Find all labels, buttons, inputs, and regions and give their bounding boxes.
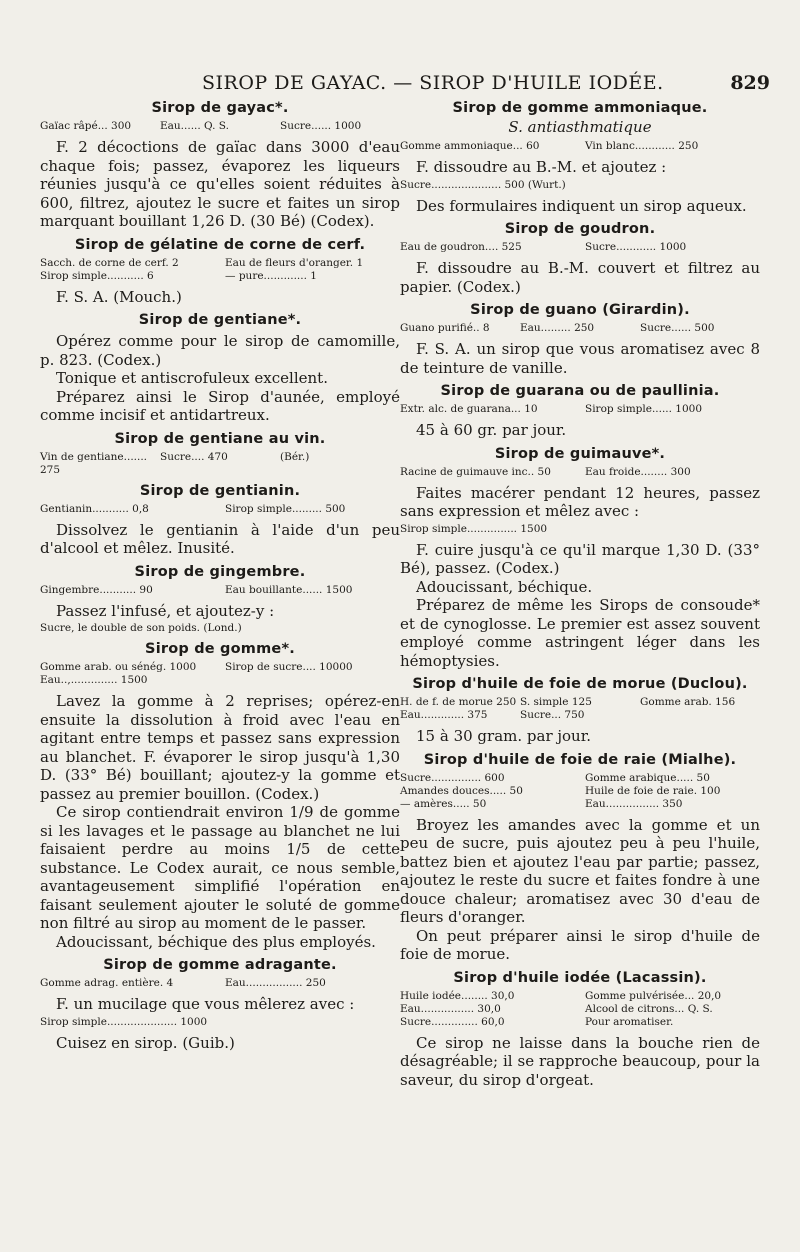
paragraph: F. dissoudre au B.-M. couvert et filtrez au papier. (Codex.)	[400, 259, 760, 296]
recipe-entry	[400, 752, 760, 964]
recipe-title: Sirop de guimauve*.	[494, 445, 666, 462]
ingredient-cell: Gomme arab. ou sénég. 1000	[40, 661, 197, 673]
ingredients-list	[40, 977, 400, 990]
ingredient-row	[400, 403, 760, 416]
ingredient-cell: Eau................ 350	[585, 797, 683, 810]
ingredient-cell: Eau..,.............. 1500	[40, 674, 148, 686]
recipe-title: Sirop de gentiane*.	[138, 312, 302, 328]
ingredient-cell: — amères..... 50	[400, 797, 487, 810]
recipe-title: Sirop d'huile iodée (Lacassin).	[453, 969, 707, 986]
recipe-title: Sirop de gomme*.	[145, 641, 295, 657]
ingredient-row	[40, 977, 400, 990]
ingredient-cell: Eau...... Q. S.	[160, 120, 229, 132]
ingredient-cell: Huile iodée........ 30,0	[400, 989, 515, 1002]
ingredient-cell: Sucre...... 1000	[280, 120, 362, 132]
ingredient-row	[40, 503, 400, 516]
recipe-subtitle: S. antiasthmatique	[508, 118, 652, 136]
ingredients-list	[40, 120, 400, 133]
ingredients-list	[400, 990, 760, 1029]
ingredient-row	[40, 674, 400, 687]
recipe-entry	[400, 302, 760, 377]
ingredient-cell: Eau froide........ 300	[585, 465, 691, 478]
recipe-title: Sirop de gayac*.	[151, 100, 289, 116]
ingredient-cell: Eau............. 375	[400, 709, 488, 721]
ingredients-list	[40, 584, 400, 597]
recipe-entry	[40, 237, 400, 307]
recipe-entry	[400, 676, 760, 746]
ingredient-cell: Extr. alc. de guarana... 10	[400, 403, 538, 415]
paragraph: Passez l'infusé, et ajoutez-y :	[56, 601, 275, 620]
ingredient-cell: Eau de goudron.... 525	[400, 241, 522, 253]
ingredients-list	[400, 140, 760, 153]
paragraph: F. dissoudre au B.-M. et ajoutez :	[416, 158, 667, 176]
recipe-entry	[40, 564, 400, 636]
paragraph: F. S. A. un sirop que vous aromatisez avec 8 de teinture de vanille.	[400, 340, 760, 377]
paragraph: Tonique et antiscrofuleux excellent.	[56, 369, 328, 387]
recipe-title: Sirop de gomme adragante.	[103, 957, 337, 973]
ingredient-line: Sirop simple............... 1500	[400, 522, 548, 535]
ingredient-row	[400, 785, 760, 798]
ingredients-list	[400, 403, 760, 416]
ingredients-list	[400, 466, 760, 479]
ingredients-list	[40, 503, 400, 516]
ingredient-cell: Vin de gentiane....... 275	[40, 450, 148, 476]
ingredient-cell: Sacch. de corne de cerf. 2	[40, 256, 179, 269]
ingredient-cell: Huile de foie de raie. 100	[585, 784, 721, 797]
ingredient-cell: Sirop simple...... 1000	[585, 403, 703, 415]
paragraph: Dissolvez le gentianin à l'aide d'un peu d'alcool et mêlez. Inusité.	[40, 520, 400, 557]
recipe-entry	[40, 431, 400, 477]
ingredient-cell: Gentianin........... 0,8	[40, 502, 149, 515]
ingredient-row	[40, 451, 400, 477]
recipe-title: Sirop de guarana ou de paullinia.	[440, 383, 720, 399]
ingredient-cell: Vin blanc............ 250	[585, 140, 699, 152]
ingredient-row	[40, 270, 400, 283]
ingredient-cell: Eau......... 250	[520, 322, 595, 334]
ingredient-cell	[225, 674, 400, 687]
recipe-title: Sirop de gomme ammoniaque.	[452, 100, 708, 116]
ingredient-line: Sirop simple..................... 1000	[40, 1015, 208, 1028]
recipe-title: Sirop de gingembre.	[134, 563, 306, 580]
ingredient-cell: Eau................. 250	[225, 977, 326, 989]
paragraph: Adoucissant, béchique.	[416, 577, 593, 596]
paragraph: F. un mucilage que vous mêlerez avec :	[56, 995, 355, 1013]
recipe-entry	[40, 957, 400, 1052]
ingredient-cell: Gomme pulvérisée... 20,0	[585, 989, 722, 1002]
left-column	[40, 100, 400, 1058]
paragraph: On peut préparer ainsi le sirop d'huile de foie de morue.	[400, 926, 760, 963]
paragraph: Ce sirop contiendrait environ 1/9 de gomme si les lavages et le passage au blanchet ne lui faisaient perdre au moins 1/5 de cette substance. Le Codex aurait, ce nous semble, avantageusement simplifié l'opération en faisant seulement ajouter le soluté de gomme non filtré au sirop au moment de le passer.	[40, 803, 400, 932]
ingredient-row	[400, 990, 760, 1003]
ingredient-cell: Sirop de sucre.... 10000	[225, 661, 353, 673]
ingredient-cell: Sirop simple........... 6	[40, 269, 154, 282]
paragraph: Broyez les amandes avec la gomme et un peu de sucre, puis ajoutez peu à peu l'huile, battez bien et ajoutez l'eau par partie; passez, ajoutez le reste du sucre et faites fondre à une douce chaleur; aromatisez avec 30 d'eau de fleurs d'oranger.	[400, 815, 760, 926]
ingredient-cell: — pure............. 1	[225, 269, 317, 282]
ingredient-cell: H. de f. de morue 250	[400, 696, 517, 708]
paragraph: Adoucissant, béchique des plus employés.	[56, 932, 376, 951]
ingredient-row	[400, 466, 760, 479]
ingredient-cell: Gomme ammoniaque... 60	[400, 140, 540, 152]
recipe-entry	[40, 312, 400, 425]
ingredient-row	[400, 140, 760, 153]
ingredient-row	[40, 584, 400, 597]
ingredient-cell: Sucre... 750	[520, 709, 585, 721]
ingredient-cell: Gomme arabique..... 50	[585, 771, 710, 784]
ingredient-cell: Racine de guimauve inc.. 50	[400, 465, 551, 478]
ingredient-cell: Sucre.............. 60,0	[400, 1015, 505, 1028]
recipe-title: Sirop de gentiane au vin.	[114, 430, 326, 447]
recipe-entry	[400, 100, 760, 215]
ingredient-cell: Eau................ 30,0	[400, 1002, 501, 1015]
ingredient-cell: Eau bouillante...... 1500	[225, 583, 353, 596]
ingredient-cell: S. simple 125	[520, 696, 592, 708]
ingredient-cell: Eau de fleurs d'oranger. 1	[225, 256, 364, 269]
ingredient-cell: (Bér.)	[280, 450, 310, 463]
ingredient-cell: Gomme arab. 156	[640, 696, 736, 708]
ingredient-row	[400, 1016, 760, 1029]
ingredient-cell: Sucre...... 500	[640, 322, 715, 334]
ingredient-cell: Sucre.... 470	[160, 450, 228, 463]
recipe-entry	[40, 100, 400, 231]
ingredients-list	[400, 322, 760, 335]
ingredient-row	[400, 322, 760, 335]
paragraph: F. S. A. (Mouch.)	[56, 287, 182, 306]
ingredients-list	[40, 661, 400, 687]
ingredients-list	[40, 451, 400, 477]
paragraph: Cuisez en sirop. (Guib.)	[56, 1033, 235, 1052]
paragraph: F. 2 décoctions de gaïac dans 3000 d'eau chaque fois; passez, évaporez les liqueurs réunies jusqu'à ce qu'elles soient réduites à 600, filtrez, ajoutez le sucre et faites un sirop marquant bouillant 1,26 D. (30 Bé) (Codex).	[40, 138, 400, 230]
ingredient-row	[40, 120, 400, 133]
recipe-title: Sirop d'huile de foie de raie (Mialhe).	[423, 751, 737, 768]
paragraph: Ce sirop ne laisse dans la bouche rien de désagréable; il se rapproche beaucoup, pour la saveur, du sirop d'orgeat.	[400, 1033, 760, 1089]
ingredient-row	[400, 772, 760, 785]
ingredient-cell: Sirop simple......... 500	[225, 502, 346, 515]
recipe-title: Sirop de gélatine de corne de cerf.	[74, 236, 366, 253]
ingredients-list	[400, 772, 760, 811]
ingredient-cell: Amandes douces..... 50	[400, 784, 523, 797]
ingredient-cell: Gaïac râpé... 300	[40, 120, 132, 132]
ingredients-list	[40, 257, 400, 283]
ingredient-row	[400, 1003, 760, 1016]
recipe-title: Sirop de guano (Girardin).	[470, 302, 690, 318]
paragraph: Lavez la gomme à 2 reprises; opérez-en ensuite la dissolution à froid avec l'eau en agitant entre temps et passez sans expression au blanchet. F. évaporer le sirop jusqu'à 1,30 D. (33° Bé) bouillant; ajoutez-y la gomme et passez au premier bouillon. (Codex.)	[40, 692, 400, 803]
ingredient-row	[40, 661, 400, 674]
ingredient-cell: Gingembre........... 90	[40, 583, 153, 596]
ingredient-line: Sucre, le double de son poids. (Lond.)	[40, 622, 242, 634]
paragraph: 15 à 30 gram. par jour.	[416, 727, 592, 745]
paragraph: Faites macérer pendant 12 heures, passez sans expression et mêlez avec :	[400, 483, 760, 520]
recipe-entry	[400, 446, 760, 671]
ingredient-cell: Alcool de citrons... Q. S.	[585, 1002, 713, 1015]
ingredient-line: Sucre..................... 500 (Wurt.)	[400, 178, 566, 191]
recipe-entry	[400, 221, 760, 296]
ingredient-cell: Sucre............... 600	[400, 771, 505, 784]
ingredient-cell: Guano purifié.. 8	[400, 322, 490, 334]
paragraph: 45 à 60 gr. par jour.	[416, 421, 567, 439]
recipe-entry	[40, 641, 400, 951]
ingredient-row	[400, 798, 760, 811]
ingredient-row	[400, 696, 760, 709]
right-column	[400, 100, 760, 1095]
page-number: 829	[730, 72, 770, 94]
running-title: SIROP DE GAYAC. — SIROP D'HUILE IODÉE.	[202, 72, 664, 94]
ingredient-cell: Gomme adrag. entière. 4	[40, 977, 174, 989]
ingredient-cell: Sucre............ 1000	[585, 241, 687, 253]
ingredient-cell: Pour aromatiser.	[585, 1015, 674, 1028]
recipe-title: Sirop de goudron.	[504, 221, 656, 237]
recipe-title: Sirop de gentianin.	[139, 482, 301, 499]
paragraph: Préparez de même les Sirops de consoude* et de cynoglosse. Le premier est assez souvent employé comme astringent léger dans les hémoptysies.	[400, 596, 760, 670]
paragraph: Des formulaires indiquent un sirop aqueux.	[416, 196, 747, 215]
ingredient-row	[400, 241, 760, 254]
recipe-title: Sirop d'huile de foie de morue (Duclou).	[412, 676, 748, 692]
ingredient-row	[400, 709, 760, 722]
paragraph: F. cuire jusqu'à ce qu'il marque 1,30 D. (33° Bé), passez. (Codex.)	[400, 540, 760, 577]
recipe-entry	[400, 383, 760, 440]
ingredient-cell	[640, 709, 760, 722]
paragraph: Opérez comme pour le sirop de camomille, p. 823. (Codex.)	[40, 332, 400, 369]
ingredients-list	[400, 696, 760, 722]
ingredients-list	[400, 241, 760, 254]
ingredient-row	[40, 257, 400, 270]
paragraph: Préparez ainsi le Sirop d'aunée, employé comme incisif et antidartreux.	[40, 387, 400, 424]
recipe-entry	[40, 483, 400, 558]
recipe-entry	[400, 970, 760, 1090]
page-header	[150, 72, 770, 102]
